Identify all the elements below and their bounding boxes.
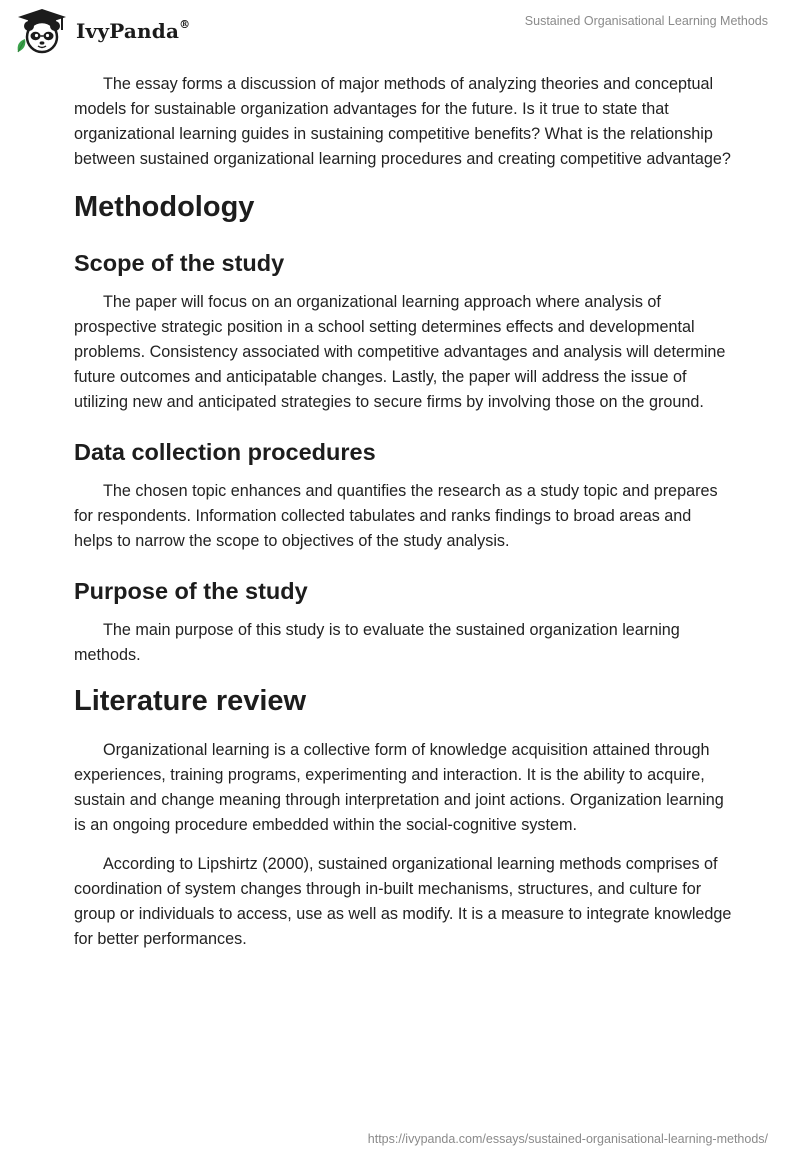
literature-paragraph-2: According to Lipshirtz (2000), sustained organizational learning methods comprises of coordination of system changes through in-built mechanisms, structures, and culture for group or individuals to access, use as well as modify. It is a measure to integrate knowledge for better performances. — [74, 855, 732, 948]
page-header — [0, 0, 800, 60]
article-body — [74, 72, 734, 966]
literature-paragraph-1: Organizational learning is a collective form of knowledge acquisition attained through experiences, training programs, experimenting and interaction. It is the ability to acquire, sustain and change meaning through interpretation and joint actions. Organization learning is an ongoing procedure embedded within the social-cognitive system. — [74, 741, 724, 834]
purpose-heading: Purpose of the study — [74, 578, 308, 604]
data-collection-paragraph: The chosen topic enhances and quantifies the research as a study topic and prepares for respondents. Information collected tabulates and ranks findings to broad areas and helps to narrow the scope to objectives of the study analysis. — [74, 482, 718, 550]
scope-heading: Scope of the study — [74, 250, 285, 276]
brand-text: IvyPanda — [76, 19, 180, 43]
ivypanda-logo[interactable] — [14, 8, 190, 54]
brand-name — [76, 19, 190, 43]
scope-paragraph: The paper will focus on an organizational learning approach where analysis of prospective strategic position in a school setting determines effects and developmental problems. Consistency associated with competitive advantages and analysis will determine future outcomes and anticipatable changes. Lastly, the paper will address the issue of utilizing new and anticipated strategies to secure firms by involving those on the ground. — [74, 293, 726, 411]
document-title: Sustained Organisational Learning Methods — [524, 14, 768, 28]
methodology-heading: Methodology — [74, 191, 255, 223]
data-collection-heading: Data collection procedures — [74, 439, 376, 465]
literature-review-heading: Literature review — [74, 685, 307, 717]
source-url[interactable]: https://ivypanda.com/essays/sustained-organisational-learning-methods/ — [367, 1132, 768, 1146]
registered-mark: ® — [179, 18, 191, 32]
purpose-paragraph: The main purpose of this study is to evaluate the sustained organization learning methods. — [74, 621, 680, 664]
panda-graduate-icon — [14, 8, 70, 54]
intro-paragraph: The essay forms a discussion of major methods of analyzing theories and conceptual models for sustainable organization advantages for the future. Is it true to state that organizational learning guides in sustaining competitive benefits? What is the relationship between sustained organizational learning procedures and creating competitive advantage? — [74, 75, 731, 168]
